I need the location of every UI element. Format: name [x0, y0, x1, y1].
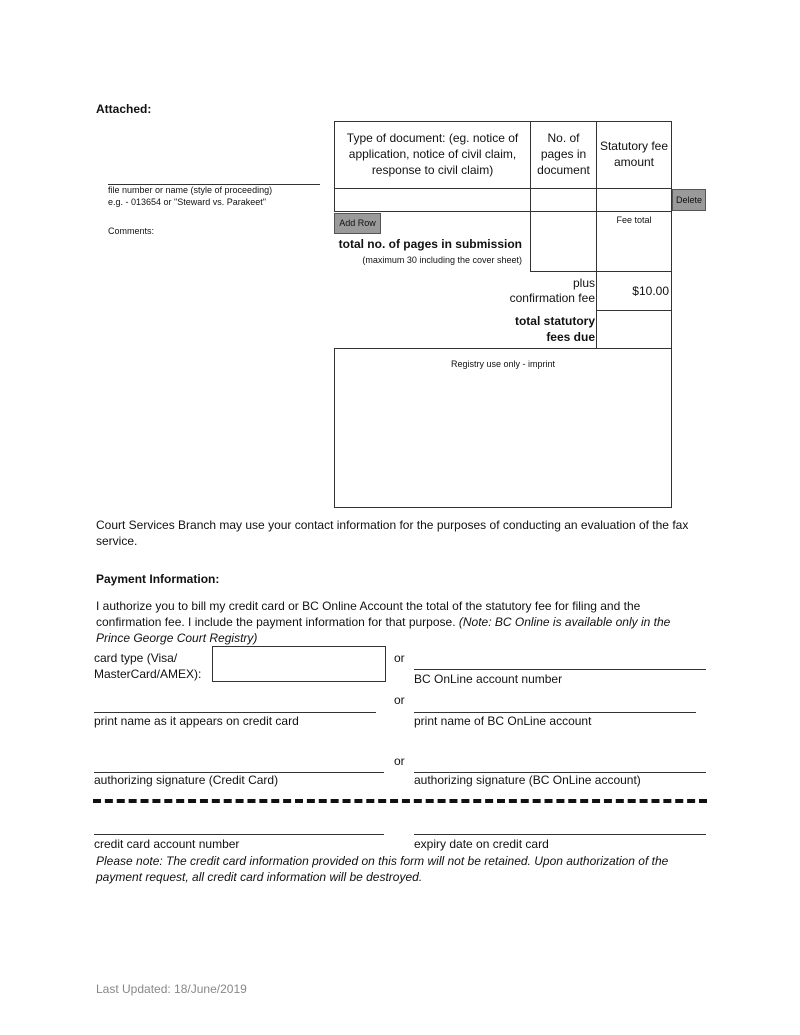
expiry-date-label: expiry date on credit card — [414, 837, 549, 851]
total-pages-box[interactable] — [530, 211, 597, 272]
bc-online-account-line[interactable] — [414, 669, 706, 670]
card-name-label: print name as it appears on credit card — [94, 714, 299, 728]
last-updated: Last Updated: 18/June/2019 — [96, 982, 247, 996]
registry-imprint-box — [334, 348, 672, 508]
card-signature-label: authorizing signature (Credit Card) — [94, 773, 279, 787]
col-fee-header: Statutory fee amount — [596, 121, 672, 189]
plus-label: plus — [572, 276, 595, 290]
pages-input[interactable] — [530, 188, 597, 212]
card-type-label: card type (Visa/ MasterCard/AMEX): — [94, 651, 202, 681]
confirmation-fee-label: confirmation fee — [509, 291, 595, 305]
bc-name-label: print name of BC OnLine account — [414, 714, 592, 728]
attached-heading: Attached: — [96, 102, 152, 116]
fee-total-label: Fee total — [616, 215, 652, 225]
total-fees-label-1: total statutory — [514, 314, 595, 328]
card-number-label: credit card account number — [94, 837, 240, 851]
delete-row-button[interactable]: Delete — [672, 189, 706, 211]
card-type-input[interactable] — [212, 646, 386, 682]
payment-heading: Payment Information: — [96, 572, 220, 586]
file-number-example: e.g. - 013654 or "Steward vs. Parakeet" — [108, 197, 266, 207]
expiry-date-line[interactable] — [414, 834, 706, 835]
card-name-line[interactable] — [94, 712, 376, 713]
registry-label: Registry use only - imprint — [450, 359, 556, 369]
or-separator-1: or — [394, 651, 405, 665]
or-separator-2: or — [394, 693, 405, 707]
or-separator-3: or — [394, 754, 405, 768]
total-fees-label-2: fees due — [546, 330, 595, 344]
fee-total-box — [596, 211, 672, 272]
authorize-paragraph — [96, 598, 696, 646]
bc-signature-label: authorizing signature (BC OnLine account) — [414, 773, 641, 787]
retention-note: Please note: The credit card information provided on this form will not be retained. Upon authorization of the payment request, all credit card information will be destroyed. — [96, 854, 669, 884]
total-pages-label: total no. of pages in submission — [338, 237, 522, 251]
col-type-header: Type of document: (eg. notice of application, notice of civil claim, response to civil claim) — [334, 121, 531, 189]
bc-online-account-label: BC OnLine account number — [414, 672, 563, 686]
authorize-text: I authorize you to bill my credit card or BC Online Account the total of the statutory fee for filing and the confirmation fee. I include the payment information for that purpose. — [96, 599, 641, 629]
total-fees-box[interactable] — [596, 310, 672, 349]
contact-notice: Court Services Branch may use your contact information for the purposes of conducting an evaluation of the fax service. — [96, 518, 689, 548]
add-row-button[interactable]: Add Row — [334, 213, 381, 234]
bc-name-line[interactable] — [414, 712, 696, 713]
cut-line-divider — [93, 799, 707, 803]
authorize-note: (Note: BC Online is available only in the Prince George Court Registry) — [96, 615, 671, 645]
total-pages-note: (maximum 30 including the cover sheet) — [362, 255, 522, 265]
col-pages-header: No. of pages in document — [530, 121, 597, 189]
confirmation-fee-value: $10.00 — [632, 284, 669, 298]
document-type-input[interactable] — [334, 188, 531, 212]
fee-amount-input[interactable] — [596, 188, 672, 212]
confirmation-fee-box — [596, 271, 672, 311]
file-number-label: file number or name (style of proceeding) — [108, 185, 273, 195]
card-number-line[interactable] — [94, 834, 384, 835]
comments-label: Comments: — [108, 226, 155, 236]
